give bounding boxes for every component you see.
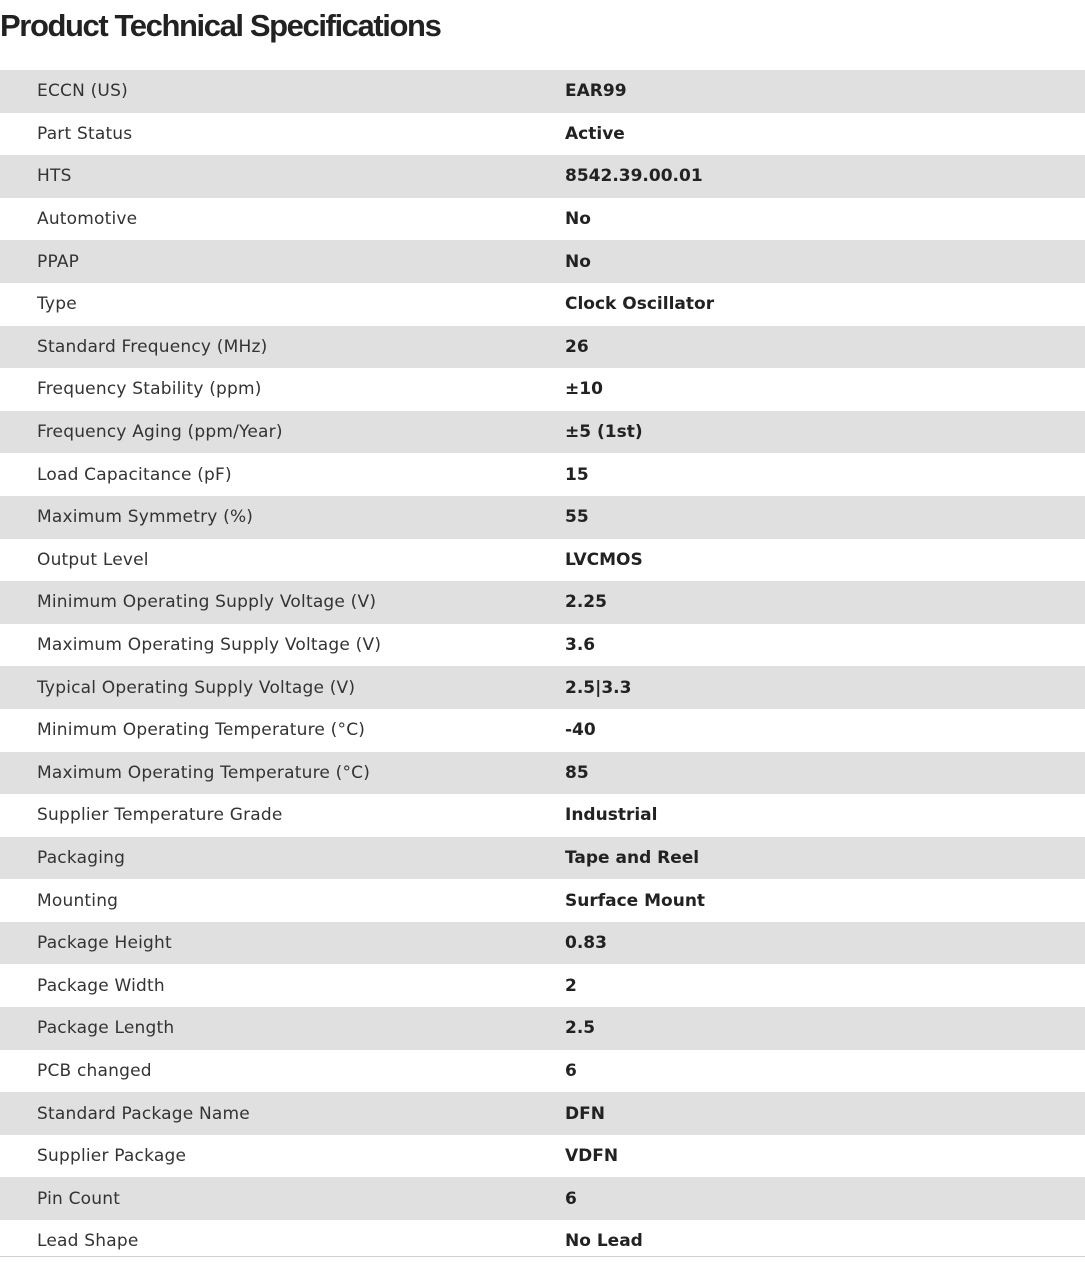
spec-label: Maximum Operating Supply Voltage (V) bbox=[37, 635, 382, 656]
spec-value: 6 bbox=[565, 1188, 577, 1209]
spec-row bbox=[0, 1050, 1085, 1093]
spec-label: Pin Count bbox=[37, 1188, 121, 1209]
spec-label: Maximum Operating Temperature (°C) bbox=[37, 762, 371, 783]
spec-row bbox=[0, 496, 1085, 539]
spec-row bbox=[0, 368, 1085, 411]
spec-value: 0.83 bbox=[565, 933, 607, 954]
spec-value: 8542.39.00.01 bbox=[565, 166, 703, 187]
spec-value: No bbox=[565, 209, 591, 230]
spec-label: Frequency Aging (ppm/Year) bbox=[37, 422, 283, 443]
spec-row bbox=[0, 624, 1085, 667]
spec-row bbox=[0, 70, 1085, 113]
spec-label: Package Height bbox=[37, 933, 172, 954]
spec-label: Standard Package Name bbox=[37, 1103, 250, 1124]
bottom-divider bbox=[0, 1256, 1085, 1257]
spec-row bbox=[0, 1007, 1085, 1050]
spec-value: 6 bbox=[565, 1060, 577, 1081]
spec-label: Supplier Package bbox=[37, 1146, 187, 1167]
spec-value: LVCMOS bbox=[565, 549, 643, 570]
spec-label: Type bbox=[37, 294, 77, 315]
spec-value: VDFN bbox=[565, 1146, 619, 1167]
spec-row bbox=[0, 581, 1085, 624]
spec-row bbox=[0, 794, 1085, 837]
spec-row bbox=[0, 240, 1085, 283]
spec-row bbox=[0, 453, 1085, 496]
spec-row bbox=[0, 283, 1085, 326]
spec-label: Minimum Operating Temperature (°C) bbox=[37, 720, 366, 741]
spec-value: DFN bbox=[565, 1103, 605, 1124]
spec-label: Lead Shape bbox=[37, 1231, 139, 1252]
spec-label: Part Status bbox=[37, 123, 133, 144]
spec-label: Frequency Stability (ppm) bbox=[37, 379, 262, 400]
spec-value: Surface Mount bbox=[565, 890, 706, 911]
spec-label: Packaging bbox=[37, 847, 126, 868]
spec-row bbox=[0, 1092, 1085, 1135]
spec-label: PCB changed bbox=[37, 1060, 152, 1081]
spec-label: HTS bbox=[37, 166, 72, 187]
spec-row bbox=[0, 155, 1085, 198]
spec-value: 3.6 bbox=[565, 635, 596, 656]
spec-label: Mounting bbox=[37, 890, 119, 911]
spec-label: Supplier Temperature Grade bbox=[37, 805, 283, 826]
spec-row bbox=[0, 539, 1085, 582]
spec-value: Clock Oscillator bbox=[565, 294, 715, 315]
spec-row bbox=[0, 964, 1085, 1007]
spec-label: Output Level bbox=[37, 549, 149, 570]
spec-value: Active bbox=[565, 123, 625, 144]
spec-label: Minimum Operating Supply Voltage (V) bbox=[37, 592, 377, 613]
spec-label: Automotive bbox=[37, 209, 138, 230]
spec-row bbox=[0, 666, 1085, 709]
spec-value: 55 bbox=[565, 507, 589, 528]
spec-label: ECCN (US) bbox=[37, 81, 128, 102]
spec-label: Standard Frequency (MHz) bbox=[37, 336, 268, 357]
spec-label: Maximum Symmetry (%) bbox=[37, 507, 254, 528]
spec-value: 85 bbox=[565, 762, 589, 783]
spec-row bbox=[0, 709, 1085, 752]
spec-label: Typical Operating Supply Voltage (V) bbox=[37, 677, 356, 698]
spec-row bbox=[0, 837, 1085, 880]
spec-value: 2.5|3.3 bbox=[565, 677, 632, 698]
spec-value: No Lead bbox=[565, 1231, 643, 1252]
spec-label: Load Capacitance (pF) bbox=[37, 464, 232, 485]
spec-value: Industrial bbox=[565, 805, 658, 826]
spec-row bbox=[0, 922, 1085, 965]
spec-value: No bbox=[565, 251, 591, 272]
spec-value: ±10 bbox=[565, 379, 603, 400]
spec-row bbox=[0, 326, 1085, 369]
spec-label: Package Width bbox=[37, 975, 165, 996]
spec-row bbox=[0, 879, 1085, 922]
spec-row bbox=[0, 1177, 1085, 1220]
spec-row bbox=[0, 113, 1085, 156]
spec-value: EAR99 bbox=[565, 81, 627, 102]
spec-value: Tape and Reel bbox=[565, 847, 700, 868]
spec-value: ±5 (1st) bbox=[565, 422, 643, 443]
spec-value: 26 bbox=[565, 336, 589, 357]
spec-table bbox=[0, 70, 1085, 1263]
spec-table-body bbox=[0, 70, 1085, 1263]
spec-value: -40 bbox=[565, 720, 596, 741]
spec-value: 2.25 bbox=[565, 592, 607, 613]
spec-value: 2 bbox=[565, 975, 577, 996]
page-title: Product Technical Specifications bbox=[0, 8, 441, 43]
spec-label: Package Length bbox=[37, 1018, 175, 1039]
spec-label: PPAP bbox=[37, 251, 80, 272]
spec-row bbox=[0, 752, 1085, 795]
spec-row bbox=[0, 1135, 1085, 1178]
spec-row bbox=[0, 198, 1085, 241]
spec-value: 15 bbox=[565, 464, 589, 485]
spec-row bbox=[0, 411, 1085, 454]
spec-value: 2.5 bbox=[565, 1018, 596, 1039]
